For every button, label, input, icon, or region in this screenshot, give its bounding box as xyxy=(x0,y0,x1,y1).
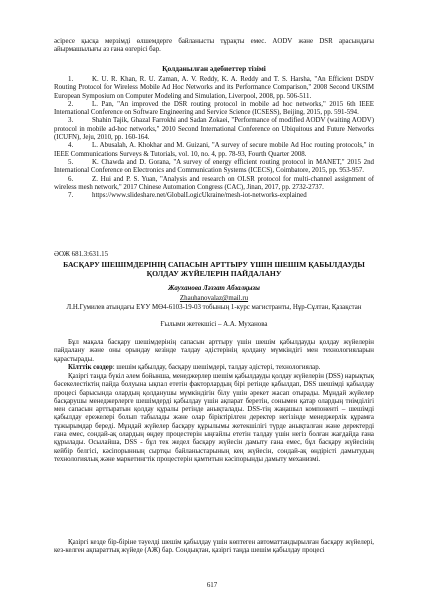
page-number: 617 xyxy=(206,582,218,589)
keywords-label: Кілттік сөздер xyxy=(68,364,113,371)
reference-item: 5. K. Chawda and D. Gorana, "A survey of energy efficient routing protocol in MANET," 2015 2nd International Conference on Electronics and Communication Systems (ICECS), Coimbatore, 2015, pp. 953-957. xyxy=(54,158,374,175)
references-list xyxy=(54,76,374,200)
udc-code: ӘОЖ 681.3:631.15 xyxy=(54,251,109,258)
body-paragraph-last: Қазіргі кезде бір-біріне тәуелді шешім қабылдау үшін көптеген автоматтандырылған басқару жүйелері, кез-келген ақпараттық жүйеде (АЖ) бар. Сондықтан, қазіргі таңда шешім қабылдау процесі xyxy=(54,539,374,555)
email-link[interactable]: Zhauhanovalaz@mail.ru xyxy=(179,295,249,302)
keywords-list: : шешім қабылдау, басқару шешімдері, талдау әдістері, технологиялар. xyxy=(112,364,321,371)
reference-item: 3. Shahin Tajik, Ghazal Farrokhi and Sadan Zokaei, "Performance of modified AODV (waiting AODV) protocol in mobile ad-hoc networks," 2010 Second International Conference on Ubiquitous and Future Networks (ICUFN), Jeju, 2010, pp. 160-164. xyxy=(54,117,374,142)
article-title: БАСҚАРУ ШЕШІМДЕРІНІҢ САПАСЫН АРТТЫРУ ҮШІН ШЕШІМ ҚАБЫЛДАУДЫ ҚОЛДАУ ЖҮЙЕЛЕРІН ПАЙДАЛАНУ xyxy=(63,260,365,279)
author-name: Жауханова Ләззат Абзалқызы xyxy=(168,285,260,292)
reference-item: 4. L. Abusalah, A. Khokhar and M. Guizani, "A survey of secure mobile Ad Hoc routing protocols," in IEEE Communications Surveys & Tutorials, vol. 10, no. 4, pp. 78-93, Fourth Quarter 2008. xyxy=(54,142,374,158)
reference-item: 2. L. Pan, "An improved the DSR routing protocol in mobile ad hoc networks," 2015 6th IEEE International Conference on Software Engineering and Service Science (ICSESS), Beijing, 2015, pp. 591-594. xyxy=(54,100,374,117)
reference-item: 7. https://www.slideshare.net/GlobalLogicUkraine/mesh-iot-networks-explained xyxy=(68,192,307,200)
references-heading: Қолданылған әдебиеттер тізімі xyxy=(162,64,266,73)
keywords-paragraph xyxy=(54,364,374,372)
author-affiliation: Л.Н.Гумилев атындағы ЕҰУ МӨ4-6103-19-03 тобының 1-курс магистранты, Нұр-Сұлтан, Қазақстан xyxy=(66,304,362,311)
intro-paragraph: әсіресе қысқа мерзімді өлшемдерге байланысты тұрақты емес. AODV және DSR арасындағы айырмашылығы аз ғана өзгерісі бар. xyxy=(54,38,374,54)
reference-item: 1. K. U. R. Khan, R. U. Zaman, A. V. Reddy, K. A. Reddy and T. S. Harsha, "An Efficient DSDV Routing Protocol for Wireless Mobile Ad Hoc Networks and its Performance Comparison," 2008 Second UKSIM European Symposium on Computer Modeling and Simulation, Liverpool, 2008, pp. 506-511. xyxy=(54,76,374,100)
supervisor: Ғылыми жетекшісі – А.А. Муханова xyxy=(160,321,268,328)
body-paragraph: Қазіргі таңда бүкіл әлем бойынша, менеджерлер шешім қабылдауды қолдау жүйелерін (DSS) нарықтық бәсекелестіктің пайда болуына ықпал ететін факторлардың бірі ретінде қабылдап, DSS шешімді қабылдау процесі барысында олардың қолданушы мүмкіндігін білу үшін әрекет жасап отырады. Мұндай жүйелер басқарушы менеджерлерге шешімдерді қабылдау үшін ақпарат беретін, сонымен қатар олардың тиімділігі мен сапасын арттыратын қолдау құралы ретінде анықталады. DSS-тің жаңашыл компоненті – шешімді қабылдау ережелері болып табылады және олар біріктірілген деректер негізінде менеджерлік құрамға тұжырымдар береді. Мұндай жүйелер басқару құрылымы жетекшілігі түрде анықталған және деректерді ғана емес, сондай-ақ олардың өңдеу процестерін ыңғайлы ететін талдау үшін негіз болған жағдайда ғана құрылады. Осылайша, DSS - бұл тек жедел басқару жүйесін дамыту ғана емес, бұл басқару жүйесінің кейбір белгісі, кәсіпорынның сыртқы байланыстарының кең жүйесін, сондай-ақ өндірісті дамытудың технологиялық және маркетингтік процестерін қамтитын кәсіпорынды дамыту механизмі. xyxy=(54,373,374,463)
author-email xyxy=(54,295,374,303)
abstract-paragraph: Бұл мақала басқару шешімдерінің сапасын арттыру үшін шешім қабылдауды қолдау жүйелерін пайдалану және оны орындау кезінде талдау әдістерінің қолдану мүмкіндігі мен технологияларын қарастырады. xyxy=(54,339,374,363)
reference-item: 6. Z. Hui and P. S. Yuan, "Analysis and research on OLSR protocol for multi-channel assignment of wireless mesh network," 2017 Chinese Automation Congress (CAC), Jinan, 2017, pp. 2732-2737. xyxy=(54,175,374,191)
